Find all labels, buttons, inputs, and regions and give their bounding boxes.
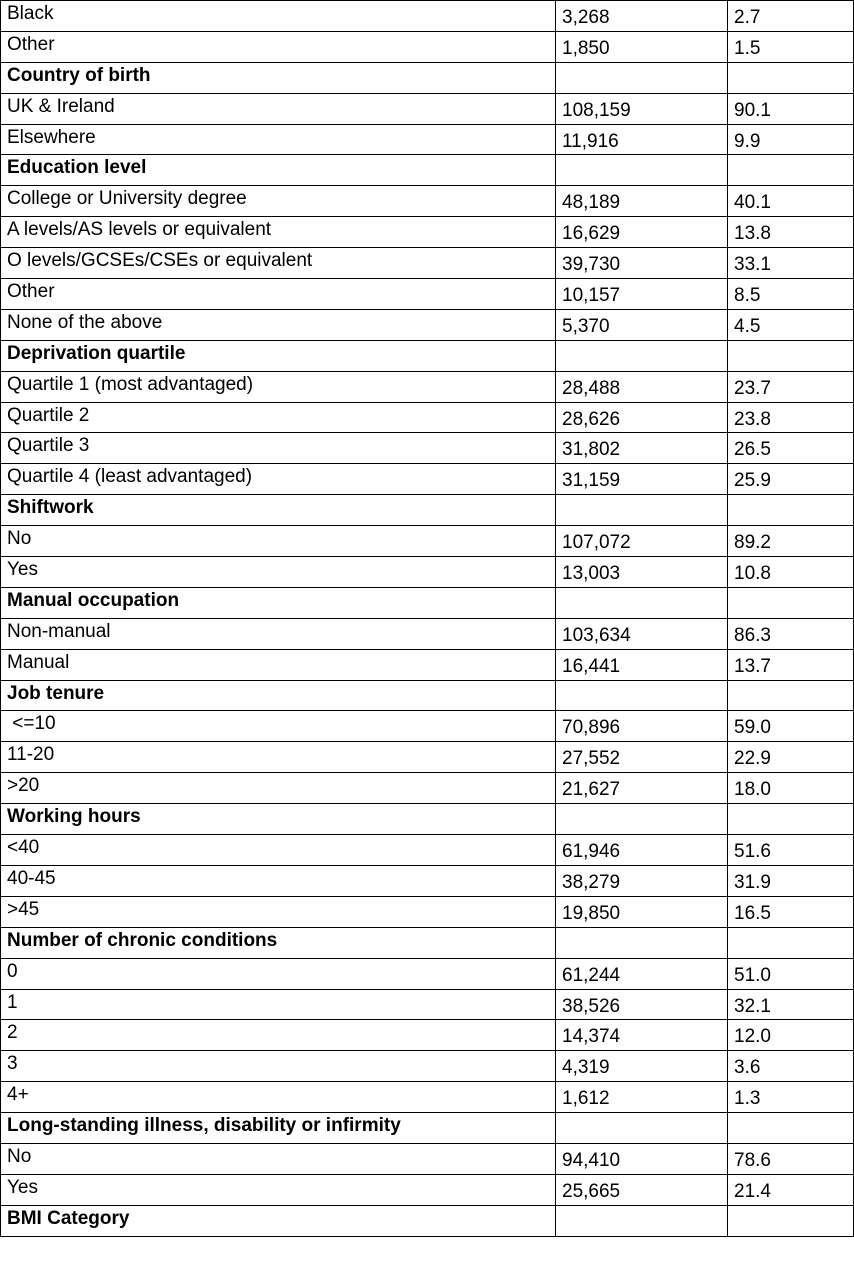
- section-header-row: [1, 340, 854, 371]
- row-label: Non-manual: [1, 618, 556, 649]
- percent-cell: 18.0: [728, 773, 854, 804]
- percent-cell: 33.1: [728, 248, 854, 279]
- section-header-row: [1, 587, 854, 618]
- count-cell: [556, 155, 728, 186]
- count-cell: 16,629: [556, 217, 728, 248]
- section-title: Long-standing illness, disability or infirmity: [1, 1113, 556, 1144]
- count-cell: 61,244: [556, 958, 728, 989]
- percent-cell: [728, 62, 854, 93]
- row-label: <=10: [1, 711, 556, 742]
- table-row: [1, 1143, 854, 1174]
- table-row: [1, 1051, 854, 1082]
- percent-cell: 21.4: [728, 1174, 854, 1205]
- count-cell: 11,916: [556, 124, 728, 155]
- section-title: BMI Category: [1, 1205, 556, 1236]
- count-cell: 3,268: [556, 1, 728, 32]
- count-cell: 31,802: [556, 433, 728, 464]
- count-cell: 1,850: [556, 31, 728, 62]
- section-title: Job tenure: [1, 680, 556, 711]
- table-row: [1, 711, 854, 742]
- percent-cell: [728, 495, 854, 526]
- section-header-row: [1, 1205, 854, 1236]
- table-row: [1, 93, 854, 124]
- count-cell: 4,319: [556, 1051, 728, 1082]
- percent-cell: 59.0: [728, 711, 854, 742]
- percent-cell: 12.0: [728, 1020, 854, 1051]
- row-label: Elsewhere: [1, 124, 556, 155]
- table-row: [1, 526, 854, 557]
- table-row: [1, 186, 854, 217]
- count-cell: [556, 587, 728, 618]
- count-cell: 5,370: [556, 309, 728, 340]
- count-cell: 107,072: [556, 526, 728, 557]
- row-label: Manual: [1, 649, 556, 680]
- count-cell: [556, 340, 728, 371]
- table-row: [1, 433, 854, 464]
- count-cell: 28,488: [556, 371, 728, 402]
- row-label: 0: [1, 958, 556, 989]
- percent-cell: 32.1: [728, 989, 854, 1020]
- count-cell: 16,441: [556, 649, 728, 680]
- row-label: College or University degree: [1, 186, 556, 217]
- table-row: [1, 309, 854, 340]
- section-title: Country of birth: [1, 62, 556, 93]
- count-cell: 70,896: [556, 711, 728, 742]
- section-header-row: [1, 680, 854, 711]
- section-header-row: [1, 1113, 854, 1144]
- row-label: Other: [1, 31, 556, 62]
- percent-cell: 22.9: [728, 742, 854, 773]
- percent-cell: 25.9: [728, 464, 854, 495]
- row-label: >45: [1, 896, 556, 927]
- section-title: Shiftwork: [1, 495, 556, 526]
- percent-cell: [728, 587, 854, 618]
- percent-cell: 1.3: [728, 1082, 854, 1113]
- count-cell: [556, 1113, 728, 1144]
- row-label: None of the above: [1, 309, 556, 340]
- table-row: [1, 31, 854, 62]
- percent-cell: 40.1: [728, 186, 854, 217]
- percent-cell: 9.9: [728, 124, 854, 155]
- row-label: Quartile 2: [1, 402, 556, 433]
- row-label: 11-20: [1, 742, 556, 773]
- count-cell: 94,410: [556, 1143, 728, 1174]
- percent-cell: 31.9: [728, 865, 854, 896]
- percent-cell: 1.5: [728, 31, 854, 62]
- section-title: Education level: [1, 155, 556, 186]
- count-cell: [556, 495, 728, 526]
- percent-cell: [728, 340, 854, 371]
- count-cell: 61,946: [556, 835, 728, 866]
- count-cell: 10,157: [556, 279, 728, 310]
- count-cell: [556, 62, 728, 93]
- percent-cell: 26.5: [728, 433, 854, 464]
- row-label: Quartile 1 (most advantaged): [1, 371, 556, 402]
- section-header-row: [1, 155, 854, 186]
- percent-cell: 4.5: [728, 309, 854, 340]
- section-header-row: [1, 804, 854, 835]
- table-row: [1, 835, 854, 866]
- row-label: Quartile 4 (least advantaged): [1, 464, 556, 495]
- count-cell: 14,374: [556, 1020, 728, 1051]
- row-label: Yes: [1, 1174, 556, 1205]
- table-row: [1, 124, 854, 155]
- table-row: [1, 773, 854, 804]
- count-cell: 19,850: [556, 896, 728, 927]
- count-cell: [556, 1205, 728, 1236]
- percent-cell: 2.7: [728, 1, 854, 32]
- table-row: [1, 248, 854, 279]
- row-label: UK & Ireland: [1, 93, 556, 124]
- section-header-row: [1, 62, 854, 93]
- table-row: [1, 865, 854, 896]
- table-row: [1, 742, 854, 773]
- table-row: [1, 371, 854, 402]
- row-label: 2: [1, 1020, 556, 1051]
- percent-cell: 89.2: [728, 526, 854, 557]
- count-cell: 25,665: [556, 1174, 728, 1205]
- count-cell: [556, 804, 728, 835]
- table-row: [1, 896, 854, 927]
- row-label: 4+: [1, 1082, 556, 1113]
- count-cell: 38,279: [556, 865, 728, 896]
- section-title: Number of chronic conditions: [1, 927, 556, 958]
- percent-cell: 78.6: [728, 1143, 854, 1174]
- section-title: Manual occupation: [1, 587, 556, 618]
- table-body: [1, 1, 854, 1237]
- table-row: [1, 649, 854, 680]
- table-row: [1, 1082, 854, 1113]
- count-cell: 1,612: [556, 1082, 728, 1113]
- table-row: [1, 217, 854, 248]
- count-cell: 13,003: [556, 557, 728, 588]
- percent-cell: 51.6: [728, 835, 854, 866]
- row-label: A levels/AS levels or equivalent: [1, 217, 556, 248]
- percent-cell: 10.8: [728, 557, 854, 588]
- percent-cell: [728, 680, 854, 711]
- table-row: [1, 1174, 854, 1205]
- row-label: 1: [1, 989, 556, 1020]
- percent-cell: [728, 155, 854, 186]
- percent-cell: 13.7: [728, 649, 854, 680]
- count-cell: 108,159: [556, 93, 728, 124]
- row-label: Other: [1, 279, 556, 310]
- section-header-row: [1, 495, 854, 526]
- table-row: [1, 402, 854, 433]
- percent-cell: 23.7: [728, 371, 854, 402]
- count-cell: 31,159: [556, 464, 728, 495]
- percent-cell: 23.8: [728, 402, 854, 433]
- row-label: <40: [1, 835, 556, 866]
- table-row: [1, 1020, 854, 1051]
- percent-cell: 90.1: [728, 93, 854, 124]
- table-row: [1, 958, 854, 989]
- row-label: Quartile 3: [1, 433, 556, 464]
- count-cell: 38,526: [556, 989, 728, 1020]
- percent-cell: 51.0: [728, 958, 854, 989]
- count-cell: [556, 680, 728, 711]
- count-cell: 28,626: [556, 402, 728, 433]
- section-header-row: [1, 927, 854, 958]
- section-title: Working hours: [1, 804, 556, 835]
- row-label: No: [1, 526, 556, 557]
- count-cell: [556, 927, 728, 958]
- row-label: >20: [1, 773, 556, 804]
- row-label: Black: [1, 1, 556, 32]
- percent-cell: [728, 804, 854, 835]
- count-cell: 27,552: [556, 742, 728, 773]
- row-label: O levels/GCSEs/CSEs or equivalent: [1, 248, 556, 279]
- row-label: Yes: [1, 557, 556, 588]
- percent-cell: 8.5: [728, 279, 854, 310]
- percent-cell: 86.3: [728, 618, 854, 649]
- count-cell: 39,730: [556, 248, 728, 279]
- row-label: 3: [1, 1051, 556, 1082]
- row-label: 40-45: [1, 865, 556, 896]
- percent-cell: 13.8: [728, 217, 854, 248]
- count-cell: 103,634: [556, 618, 728, 649]
- percent-cell: [728, 1113, 854, 1144]
- count-cell: 21,627: [556, 773, 728, 804]
- table-row: [1, 1, 854, 32]
- table-row: [1, 464, 854, 495]
- percent-cell: [728, 1205, 854, 1236]
- percent-cell: 3.6: [728, 1051, 854, 1082]
- percent-cell: 16.5: [728, 896, 854, 927]
- table-row: [1, 279, 854, 310]
- section-title: Deprivation quartile: [1, 340, 556, 371]
- table-row: [1, 989, 854, 1020]
- row-label: No: [1, 1143, 556, 1174]
- table-row: [1, 618, 854, 649]
- percent-cell: [728, 927, 854, 958]
- count-cell: 48,189: [556, 186, 728, 217]
- table-row: [1, 557, 854, 588]
